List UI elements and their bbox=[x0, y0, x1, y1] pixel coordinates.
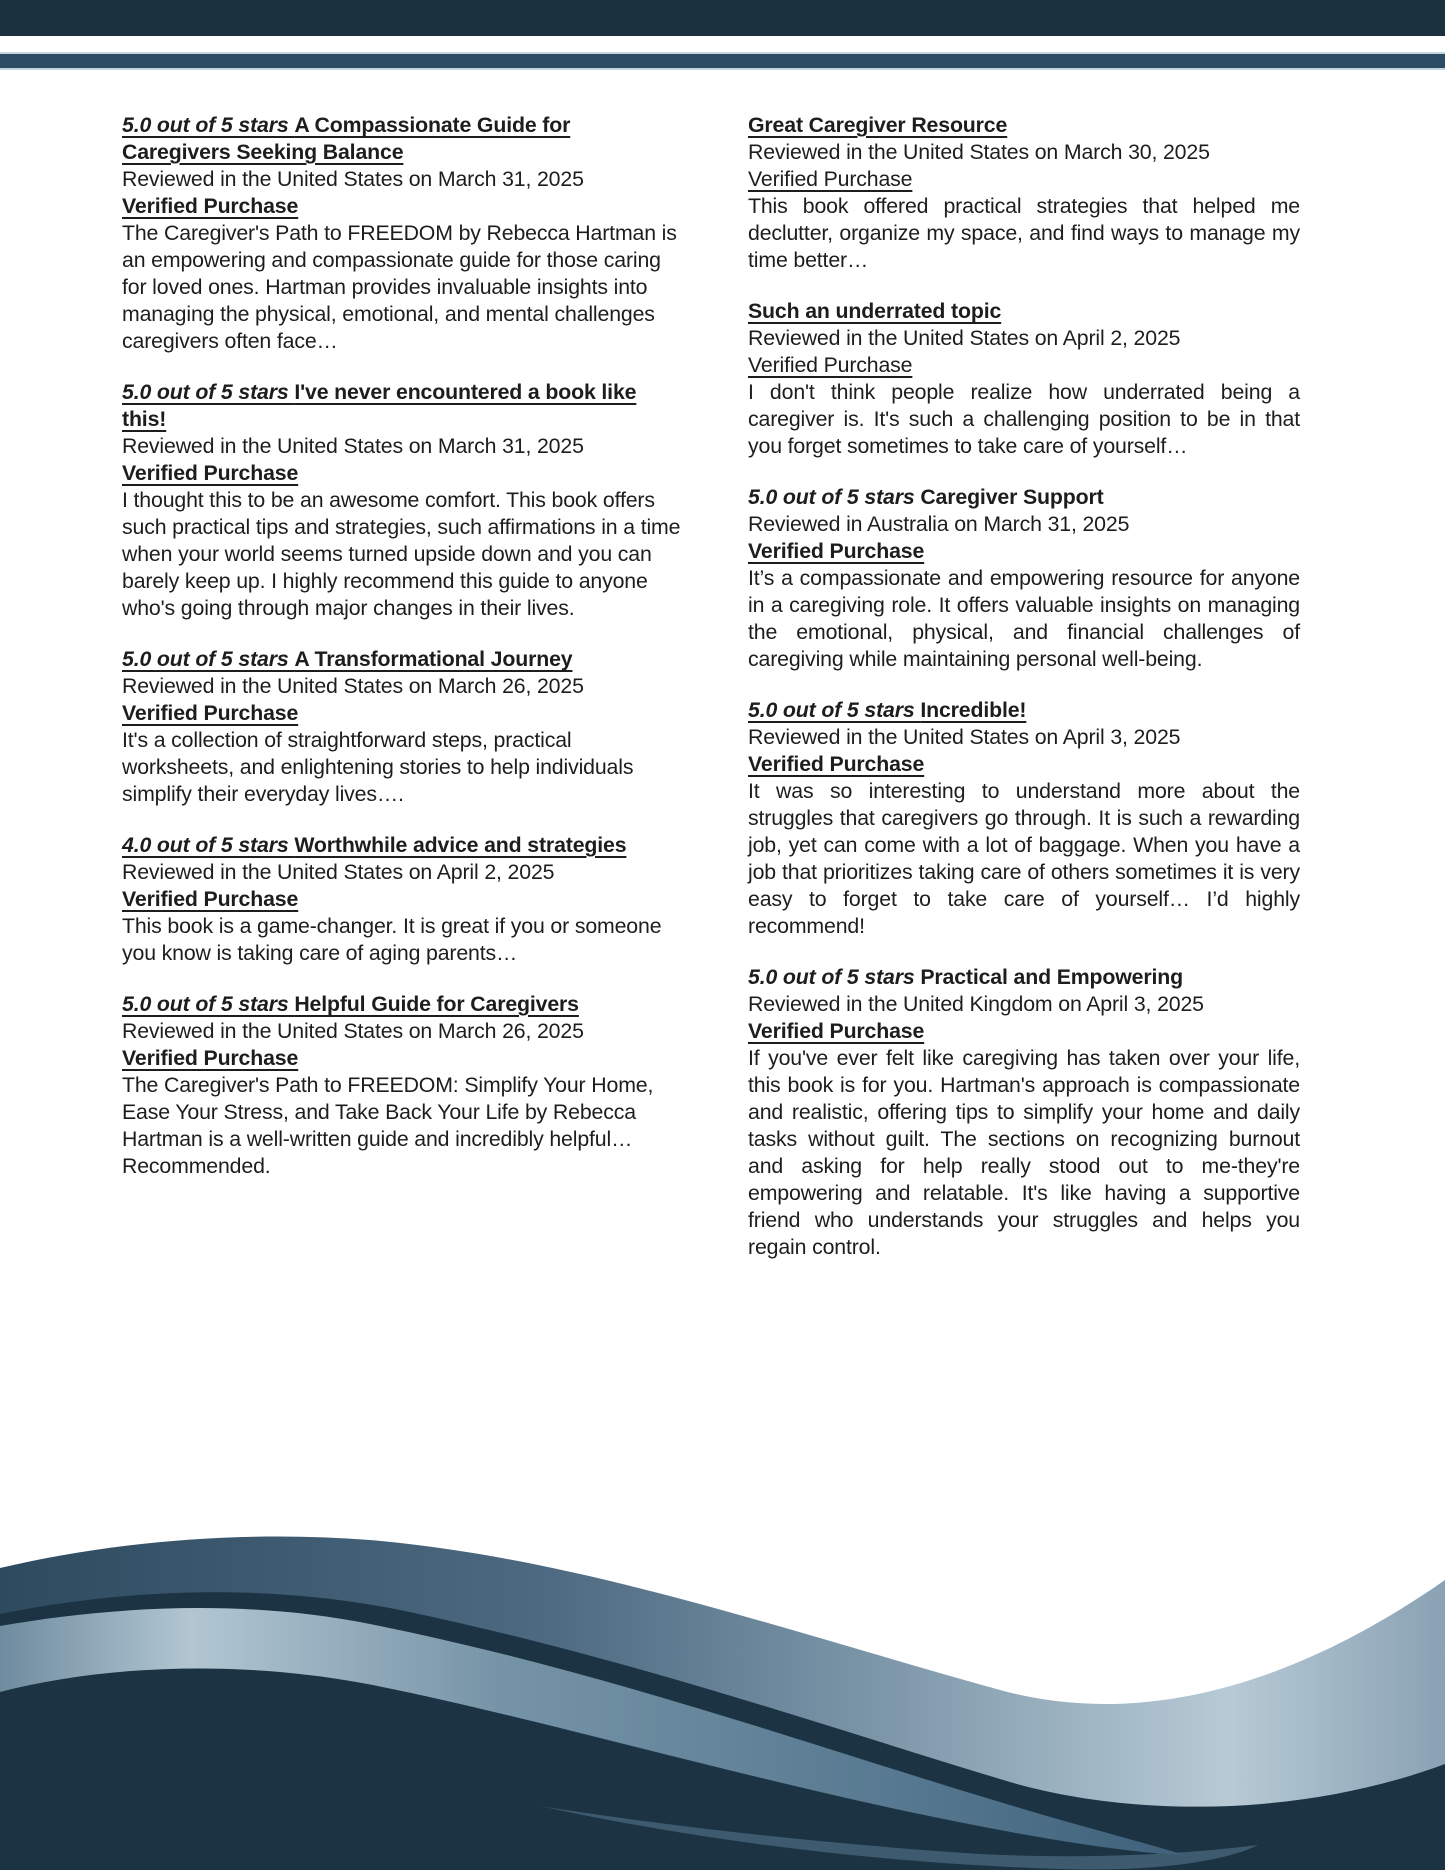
review-title-text: Worthwhile advice and strategies bbox=[294, 833, 627, 857]
review-body: This book is a game-changer. It is great if you or someone you know is taking care of aging parents… bbox=[122, 914, 662, 965]
review-meta: Reviewed in the United States on March 26, 2025 bbox=[122, 1019, 584, 1043]
verified-purchase-label: Verified Purchase bbox=[748, 752, 925, 776]
review-meta: Reviewed in the United States on April 2, 2025 bbox=[748, 326, 1181, 350]
verified-purchase-label: Verified Purchase bbox=[122, 1046, 299, 1070]
reviews-column-right bbox=[748, 112, 1300, 1285]
review-body: I don't think people realize how underrated being a caregiver is. It's such a challenging position to be in that you forget sometimes to take care of yourself… bbox=[748, 380, 1300, 458]
review-rating-prefix: 4.0 out of 5 stars bbox=[122, 833, 295, 857]
header-bar-accent bbox=[0, 52, 1445, 70]
review-title-text: I've never encountered a book like this! bbox=[122, 380, 637, 431]
review-title-text: A Compassionate Guide for Caregivers Seeking Balance bbox=[122, 113, 571, 164]
review-rating-prefix: 5.0 out of 5 stars bbox=[122, 647, 295, 671]
review-meta: Reviewed in the United States on March 26, 2025 bbox=[122, 674, 584, 698]
reviews-column-left bbox=[122, 112, 682, 1285]
review bbox=[748, 697, 1300, 940]
review bbox=[122, 112, 682, 355]
verified-purchase-label: Verified Purchase bbox=[748, 353, 913, 377]
review-title bbox=[748, 697, 1300, 724]
review-body: The Caregiver's Path to FREEDOM: Simplify Your Home, Ease Your Stress, and Take Back Your Life by Rebecca Hartman is a well-written guide and incredibly helpful… Recommended. bbox=[122, 1073, 654, 1178]
review-meta: Reviewed in the United States on March 31, 2025 bbox=[122, 167, 584, 191]
verified-purchase-label: Verified Purchase bbox=[748, 1019, 925, 1043]
verified-purchase-label: Verified Purchase bbox=[122, 461, 299, 485]
reviews-columns bbox=[122, 112, 1300, 1285]
review bbox=[122, 832, 682, 967]
review-title bbox=[748, 298, 1300, 325]
verified-purchase-label: Verified Purchase bbox=[748, 167, 913, 191]
verified-purchase-label: Verified Purchase bbox=[122, 701, 299, 725]
wave-svg bbox=[0, 1520, 1445, 1870]
verified-purchase-label: Verified Purchase bbox=[122, 887, 299, 911]
review-title bbox=[748, 112, 1300, 139]
review-meta: Reviewed in Australia on March 31, 2025 bbox=[748, 512, 1130, 536]
review-title-text: Practical and Empowering bbox=[920, 965, 1183, 989]
review-title bbox=[748, 484, 1300, 511]
bottom-wave-decoration bbox=[0, 1520, 1445, 1870]
review bbox=[748, 964, 1300, 1261]
review-meta: Reviewed in the United States on April 3, 2025 bbox=[748, 725, 1181, 749]
review-title bbox=[122, 112, 682, 166]
review-meta: Reviewed in the United States on April 2, 2025 bbox=[122, 860, 555, 884]
review-rating-prefix: 5.0 out of 5 stars bbox=[748, 485, 921, 509]
review-body: If you've ever felt like caregiving has taken over your life, this book is for you. Hartman's approach is compassionate and realistic, offering tips to simplify your home and daily tasks without guilt. The sections on recognizing burnout and asking for help really stood out to me-they're empowering and relatable. It's like having a supportive friend who understands your struggles and helps you regain control. bbox=[748, 1046, 1300, 1259]
review-title bbox=[122, 379, 682, 433]
review bbox=[122, 646, 682, 808]
review-title bbox=[122, 646, 682, 673]
review-title-text: Helpful Guide for Caregivers bbox=[294, 992, 579, 1016]
verified-purchase-label: Verified Purchase bbox=[748, 539, 925, 563]
review-title-text: Incredible! bbox=[920, 698, 1027, 722]
review-rating-prefix: 5.0 out of 5 stars bbox=[748, 965, 921, 989]
review-body: It was so interesting to understand more about the struggles that caregivers go through. It is such a rewarding job, yet can come with a lot of baggage. When you have a job that prioritizes taking care of others sometimes it is very easy to forget to take care of yourself… I’d highly recommend! bbox=[748, 779, 1300, 938]
review-meta: Reviewed in the United States on March 31, 2025 bbox=[122, 434, 584, 458]
header-bar-primary bbox=[0, 0, 1445, 36]
review bbox=[748, 484, 1300, 673]
review-title-text: Caregiver Support bbox=[920, 485, 1104, 509]
review-body: This book offered practical strategies that helped me declutter, organize my space, and find ways to manage my time better… bbox=[748, 194, 1300, 272]
review bbox=[122, 991, 682, 1180]
review bbox=[748, 298, 1300, 460]
review-title-text: Such an underrated topic bbox=[748, 299, 1002, 323]
review-rating-prefix: 5.0 out of 5 stars bbox=[748, 698, 921, 722]
review-title bbox=[748, 964, 1300, 991]
review-title-text: Great Caregiver Resource bbox=[748, 113, 1008, 137]
review-body: I thought this to be an awesome comfort. This book offers such practical tips and strategies, such affirmations in a time when your world seems turned upside down and you can barely keep up. I highly recommend this guide to anyone who's going through major changes in their lives. bbox=[122, 488, 681, 620]
review-meta: Reviewed in the United States on March 30, 2025 bbox=[748, 140, 1210, 164]
review bbox=[122, 379, 682, 622]
review-rating-prefix: 5.0 out of 5 stars bbox=[122, 992, 295, 1016]
review-body: It’s a compassionate and empowering resource for anyone in a caregiving role. It offers valuable insights on managing the emotional, physical, and financial challenges of caregiving while maintaining personal well-being. bbox=[748, 566, 1300, 671]
review-rating-prefix: 5.0 out of 5 stars bbox=[122, 380, 295, 404]
review bbox=[748, 112, 1300, 274]
review-body: It's a collection of straightforward steps, practical worksheets, and enlightening stories to help individuals simplify their everyday lives…. bbox=[122, 728, 634, 806]
review-rating-prefix: 5.0 out of 5 stars bbox=[122, 113, 295, 137]
review-body: The Caregiver's Path to FREEDOM by Rebecca Hartman is an empowering and compassionate guide for those caring for loved ones. Hartman provides invaluable insights into managing the physical, emotional, and mental challenges caregivers often face… bbox=[122, 221, 677, 353]
review-title bbox=[122, 832, 682, 859]
review-title-text: A Transformational Journey bbox=[294, 647, 573, 671]
review-title bbox=[122, 991, 682, 1018]
review-meta: Reviewed in the United Kingdom on April 3, 2025 bbox=[748, 992, 1204, 1016]
verified-purchase-label: Verified Purchase bbox=[122, 194, 299, 218]
